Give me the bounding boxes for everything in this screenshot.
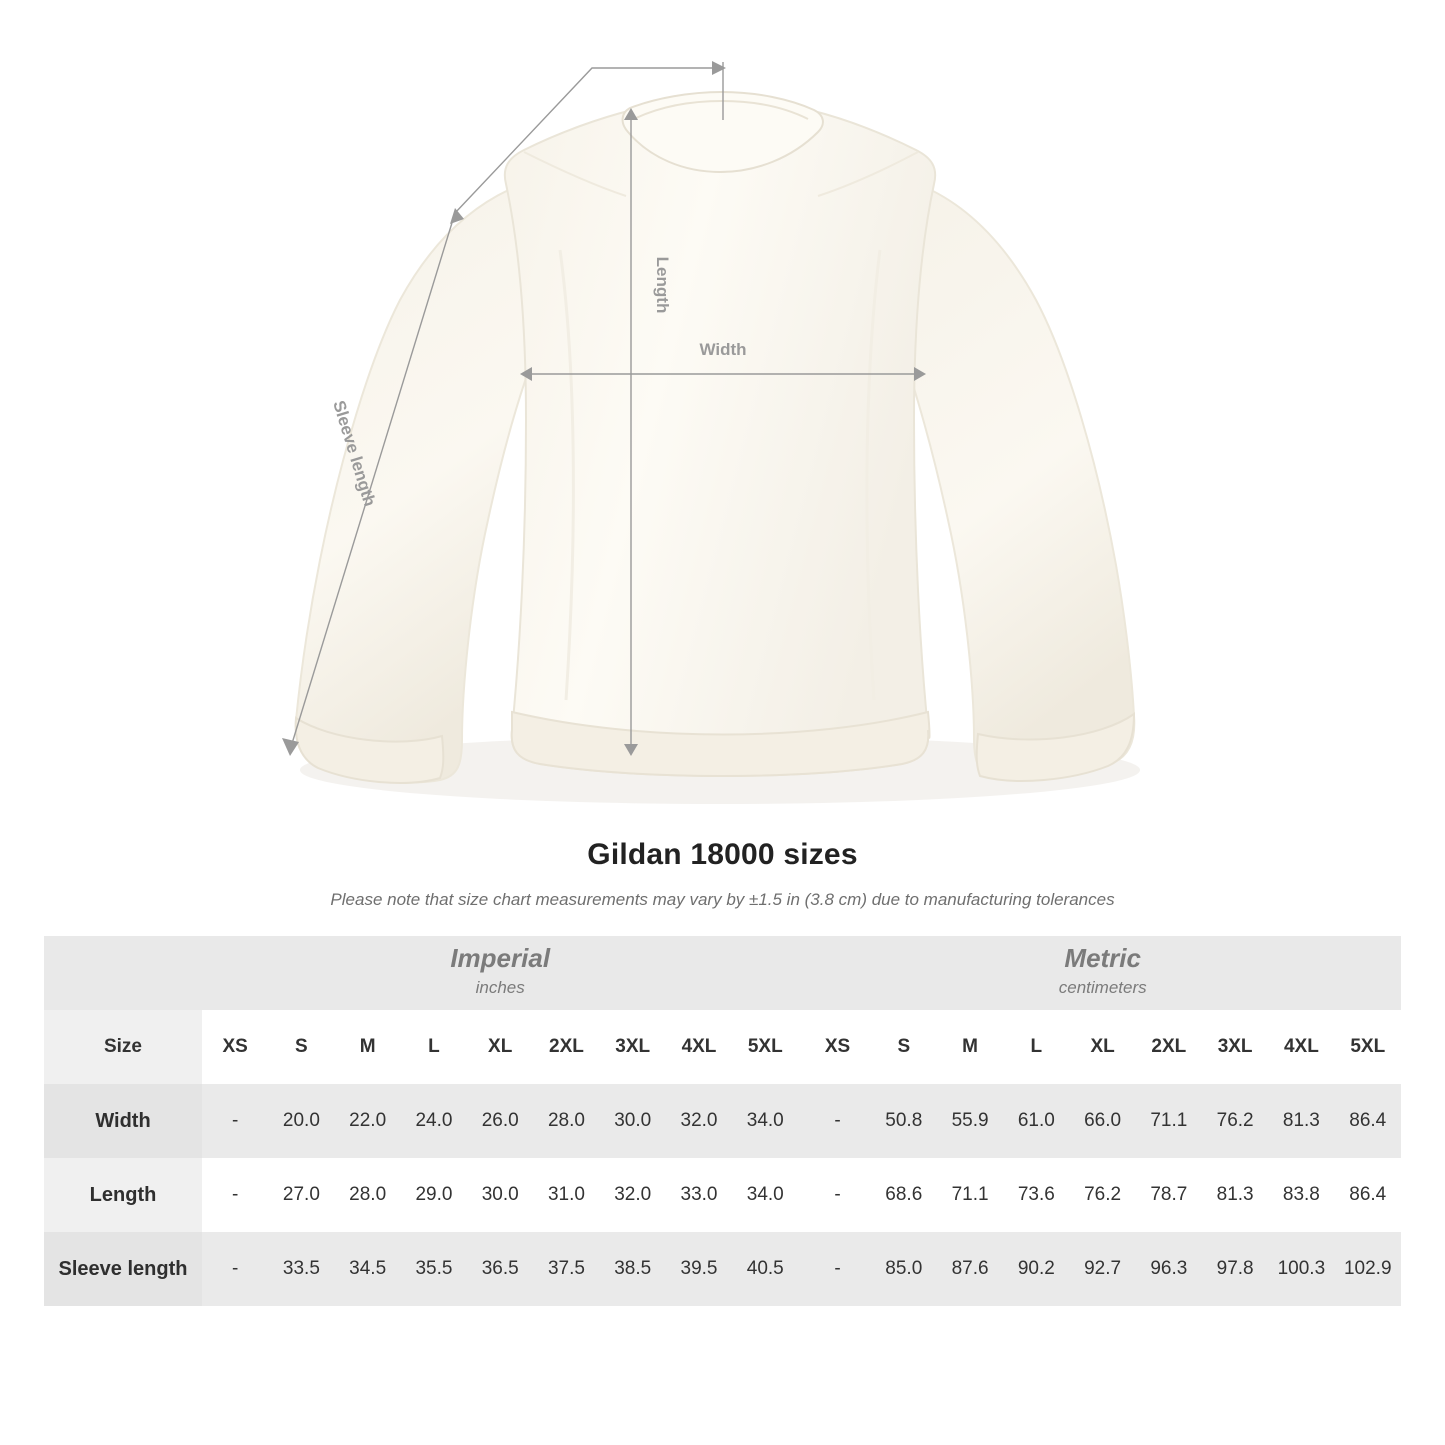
metric-unit-sub: centimeters bbox=[1058, 978, 1147, 998]
size-met-7: 4XL bbox=[1268, 1010, 1334, 1084]
sleeve-met-4: 92.7 bbox=[1069, 1232, 1135, 1306]
tolerance-note: Please note that size chart measurements may vary by ±1.5 in (3.8 cm) due to manufacturing tolerances bbox=[330, 890, 1115, 909]
length-imp-1: 27.0 bbox=[268, 1158, 334, 1232]
imperial-unit-cell bbox=[202, 936, 798, 1010]
sleeve-imp-5: 37.5 bbox=[533, 1232, 599, 1306]
length-imp-4: 30.0 bbox=[467, 1158, 533, 1232]
width-met-6: 76.2 bbox=[1202, 1084, 1268, 1158]
unit-header-row bbox=[44, 936, 1401, 1010]
size-met-8: 5XL bbox=[1335, 1010, 1401, 1084]
metric-unit-title: Metric bbox=[1064, 943, 1141, 974]
width-met-1: 50.8 bbox=[871, 1084, 937, 1158]
length-imp-6: 32.0 bbox=[600, 1158, 666, 1232]
sweatshirt-graphic bbox=[296, 92, 1135, 783]
size-imp-4: XL bbox=[467, 1010, 533, 1084]
width-met-8: 86.4 bbox=[1335, 1084, 1401, 1158]
length-met-1: 68.6 bbox=[871, 1158, 937, 1232]
width-imp-6: 30.0 bbox=[600, 1084, 666, 1158]
row-label-width: Width bbox=[44, 1084, 202, 1158]
size-met-2: M bbox=[937, 1010, 1003, 1084]
row-label-sleeve-length: Sleeve length bbox=[44, 1232, 202, 1306]
length-met-6: 81.3 bbox=[1202, 1158, 1268, 1232]
width-met-7: 81.3 bbox=[1268, 1084, 1334, 1158]
size-imp-2: M bbox=[335, 1010, 401, 1084]
sleeve-imp-2: 34.5 bbox=[335, 1232, 401, 1306]
size-imp-6: 3XL bbox=[600, 1010, 666, 1084]
width-imp-7: 32.0 bbox=[666, 1084, 732, 1158]
width-imp-0: - bbox=[202, 1084, 268, 1158]
sleeve-imp-7: 39.5 bbox=[666, 1232, 732, 1306]
size-imp-3: L bbox=[401, 1010, 467, 1084]
width-imp-2: 22.0 bbox=[335, 1084, 401, 1158]
chart-title: Gildan 18000 sizes bbox=[587, 838, 858, 871]
sleeve-length-label: Sleeve length bbox=[329, 398, 380, 509]
size-imp-0: XS bbox=[202, 1010, 268, 1084]
width-label: Width bbox=[699, 340, 747, 359]
size-met-1: S bbox=[871, 1010, 937, 1084]
length-met-2: 71.1 bbox=[937, 1158, 1003, 1232]
length-label: Length bbox=[653, 256, 672, 314]
width-imp-8: 34.0 bbox=[732, 1084, 798, 1158]
sleeve-met-6: 97.8 bbox=[1202, 1232, 1268, 1306]
imperial-unit-title: Imperial bbox=[450, 943, 551, 974]
table-row bbox=[44, 1232, 1401, 1306]
size-imp-5: 2XL bbox=[533, 1010, 599, 1084]
sleeve-met-8: 102.9 bbox=[1335, 1232, 1401, 1306]
width-imp-5: 28.0 bbox=[533, 1084, 599, 1158]
title-block bbox=[0, 838, 1445, 910]
sleeve-met-0: - bbox=[804, 1232, 870, 1306]
size-imp-8: 5XL bbox=[732, 1010, 798, 1084]
length-met-7: 83.8 bbox=[1268, 1158, 1334, 1232]
length-met-3: 73.6 bbox=[1003, 1158, 1069, 1232]
size-table-wrap bbox=[0, 936, 1445, 1306]
width-met-4: 66.0 bbox=[1069, 1084, 1135, 1158]
length-imp-5: 31.0 bbox=[533, 1158, 599, 1232]
length-imp-7: 33.0 bbox=[666, 1158, 732, 1232]
sleeve-imp-0: - bbox=[202, 1232, 268, 1306]
sleeve-met-5: 96.3 bbox=[1136, 1232, 1202, 1306]
size-met-0: XS bbox=[804, 1010, 870, 1084]
size-row-header: Size bbox=[44, 1010, 202, 1084]
length-met-8: 86.4 bbox=[1335, 1158, 1401, 1232]
length-imp-2: 28.0 bbox=[335, 1158, 401, 1232]
table-row bbox=[44, 1158, 1401, 1232]
width-imp-4: 26.0 bbox=[467, 1084, 533, 1158]
sleeve-imp-6: 38.5 bbox=[600, 1232, 666, 1306]
sleeve-met-7: 100.3 bbox=[1268, 1232, 1334, 1306]
size-met-5: 2XL bbox=[1136, 1010, 1202, 1084]
unit-blank-cell bbox=[44, 936, 202, 1010]
width-met-5: 71.1 bbox=[1136, 1084, 1202, 1158]
row-label-length: Length bbox=[44, 1158, 202, 1232]
size-imp-7: 4XL bbox=[666, 1010, 732, 1084]
sleeve-imp-1: 33.5 bbox=[268, 1232, 334, 1306]
length-imp-0: - bbox=[202, 1158, 268, 1232]
width-imp-3: 24.0 bbox=[401, 1084, 467, 1158]
sleeve-met-1: 85.0 bbox=[871, 1232, 937, 1306]
sleeve-imp-3: 35.5 bbox=[401, 1232, 467, 1306]
length-met-0: - bbox=[804, 1158, 870, 1232]
length-met-4: 76.2 bbox=[1069, 1158, 1135, 1232]
size-met-3: L bbox=[1003, 1010, 1069, 1084]
width-met-0: - bbox=[804, 1084, 870, 1158]
sleeve-met-2: 87.6 bbox=[937, 1232, 1003, 1306]
table-row bbox=[44, 1084, 1401, 1158]
metric-unit-cell bbox=[804, 936, 1401, 1010]
width-met-3: 61.0 bbox=[1003, 1084, 1069, 1158]
length-imp-3: 29.0 bbox=[401, 1158, 467, 1232]
length-imp-8: 34.0 bbox=[732, 1158, 798, 1232]
size-imp-1: S bbox=[268, 1010, 334, 1084]
size-table bbox=[44, 936, 1401, 1306]
sleeve-met-3: 90.2 bbox=[1003, 1232, 1069, 1306]
imperial-unit-sub: inches bbox=[475, 978, 525, 998]
size-met-6: 3XL bbox=[1202, 1010, 1268, 1084]
width-met-2: 55.9 bbox=[937, 1084, 1003, 1158]
size-header-row bbox=[44, 1010, 1401, 1084]
sleeve-imp-4: 36.5 bbox=[467, 1232, 533, 1306]
size-met-4: XL bbox=[1069, 1010, 1135, 1084]
length-met-5: 78.7 bbox=[1136, 1158, 1202, 1232]
sleeve-imp-8: 40.5 bbox=[732, 1232, 798, 1306]
width-imp-1: 20.0 bbox=[268, 1084, 334, 1158]
